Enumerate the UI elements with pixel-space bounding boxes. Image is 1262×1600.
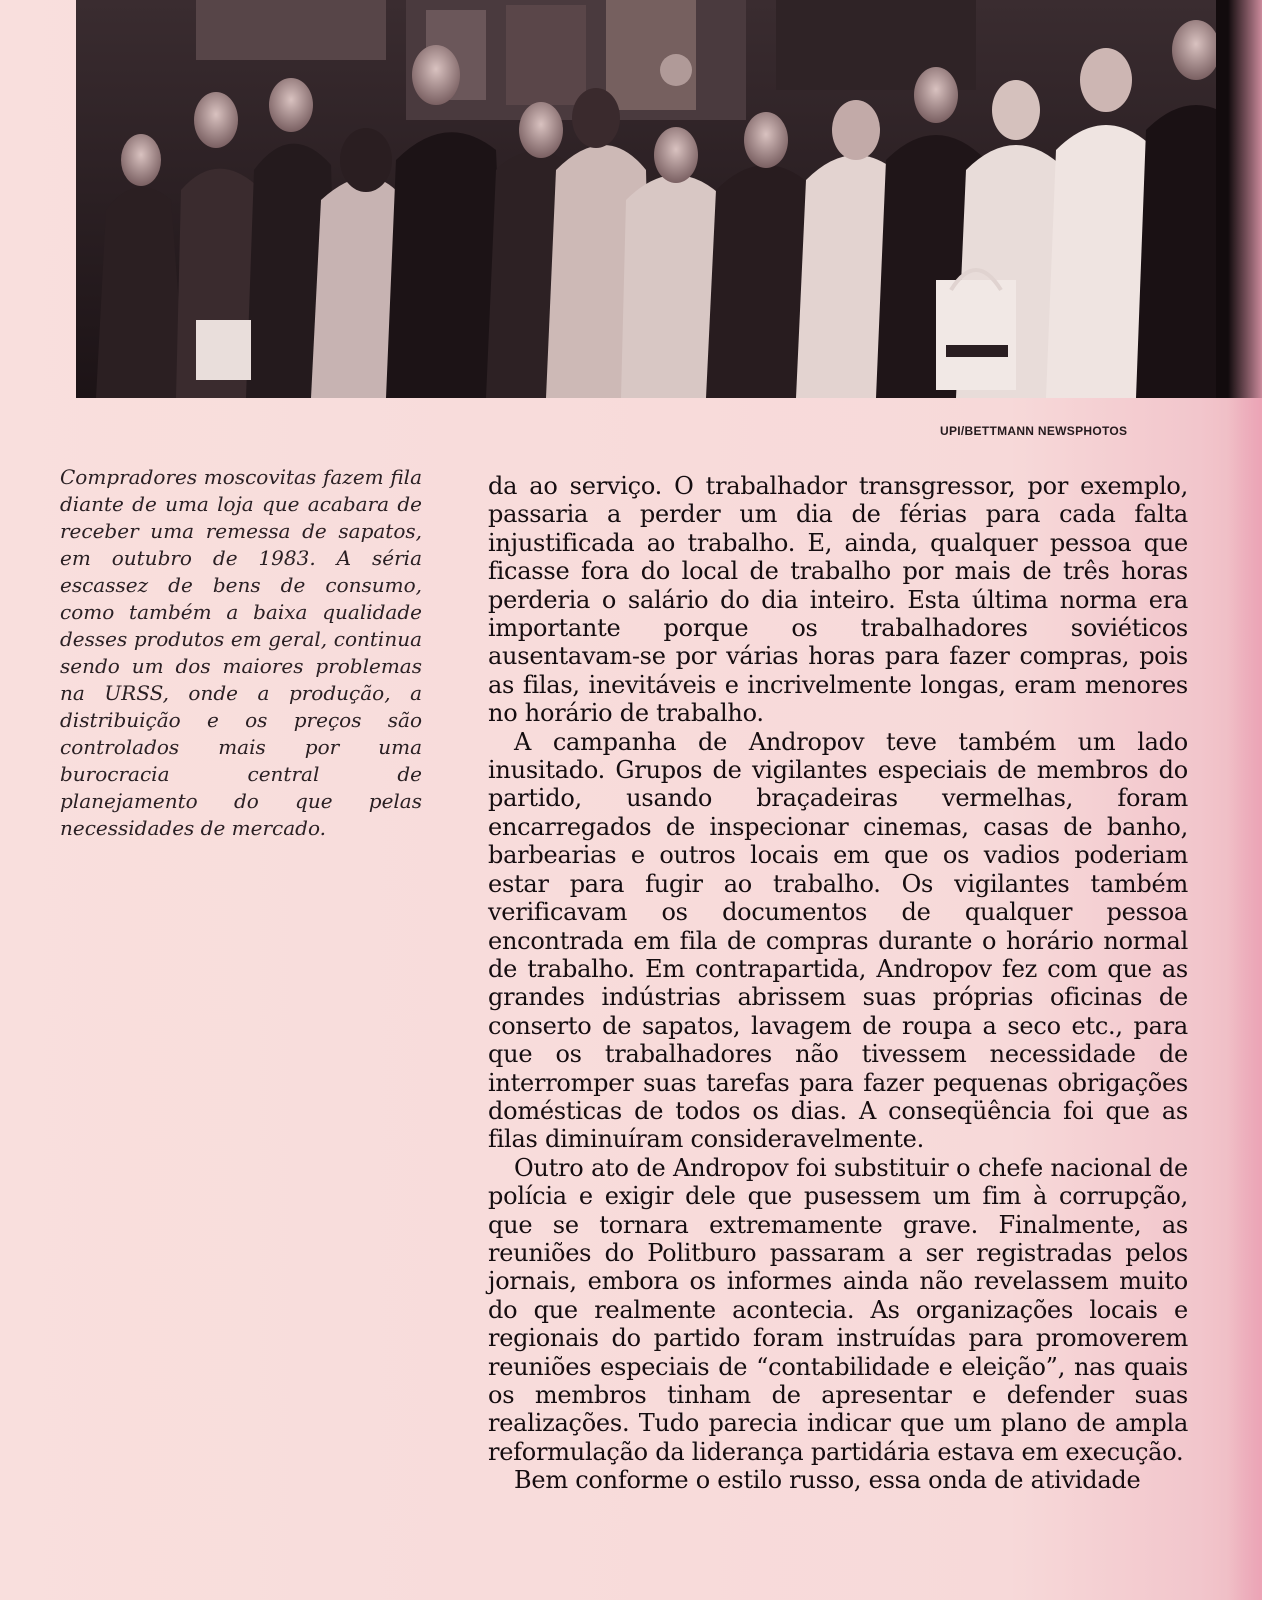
body-text (488, 472, 1188, 1495)
crowd-photo (76, 0, 1262, 398)
photo-caption: Compradores moscovitas fazem fila diante de uma loja que acabara de receber uma remessa de sapatos, em outubro de 1983. A séria escassez de bens de consumo, como também a baixa qualidade desses produtos em geral, continua sendo um dos maiores problemas na URSS, onde a produção, a distribuição e os preços são controlados mais por uma burocracia central de planejamento do que pelas necessidades de mercado. (60, 465, 422, 840)
photo-credit: UPI/BETTMANN NEWSPHOTOS (940, 424, 1128, 438)
body-paragraph: Bem conforme o estilo russo, essa onda de atividade (514, 1466, 1141, 1495)
body-paragraph: A campanha de Andropov teve também um lado inusitado. Grupos de vigilantes especiais de membros do partido, usando braçadeiras vermelhas, foram encarregados de inspecionar cinemas, casas de banho, barbearias e outros locais em que os vadios poderiam estar para fugir ao trabalho. Os vigilantes também verificavam os documentos de qualquer pessoa encontrada em fila de compras durante o horário normal de trabalho. Em contrapartida, Andropov fez com que as grandes indústrias abrissem suas próprias oficinas de conserto de sapatos, lavagem de roupa a seco etc., para que os trabalhadores não tivessem necessidade de interromper suas tarefas para fazer pequenas obrigações domésticas de todos os dias. A conseqüência foi que as filas diminuíram consideravelmente. (488, 727, 1188, 1154)
page-edge-shadow (1228, 0, 1262, 1600)
body-paragraph: da ao serviço. O trabalhador transgressor, por exemplo, passaria a perder um dia de férias para cada falta injustificada ao trabalho. E, ainda, qualquer pessoa que ficasse fora do local de trabalho por mais de três horas perderia o salário do dia inteiro. Esta última norma era importante porque os trabalhadores soviéticos ausentavam-se por várias horas para fazer compras, pois as filas, inevitáveis e incrivelmente longas, eram menores no horário de trabalho. (488, 472, 1188, 728)
body-paragraph: Outro ato de Andropov foi substituir o chefe nacional de polícia e exigir dele que pusessem um fim à corrupção, que se tornara extremamente grave. Finalmente, as reuniões do Politburo passaram a ser registradas pelos jornais, embora os informes ainda não revelassem muito do que realmente acontecia. As organizações locais e regionais do partido foram instruídas para promoverem reuniões especiais de “contabilidade e eleição”, nas quais os membros tinham de apresentar e defender suas realizações. Tudo parecia indicar que um plano de ampla reformulação da liderança partidária estava em execução. (488, 1153, 1188, 1466)
